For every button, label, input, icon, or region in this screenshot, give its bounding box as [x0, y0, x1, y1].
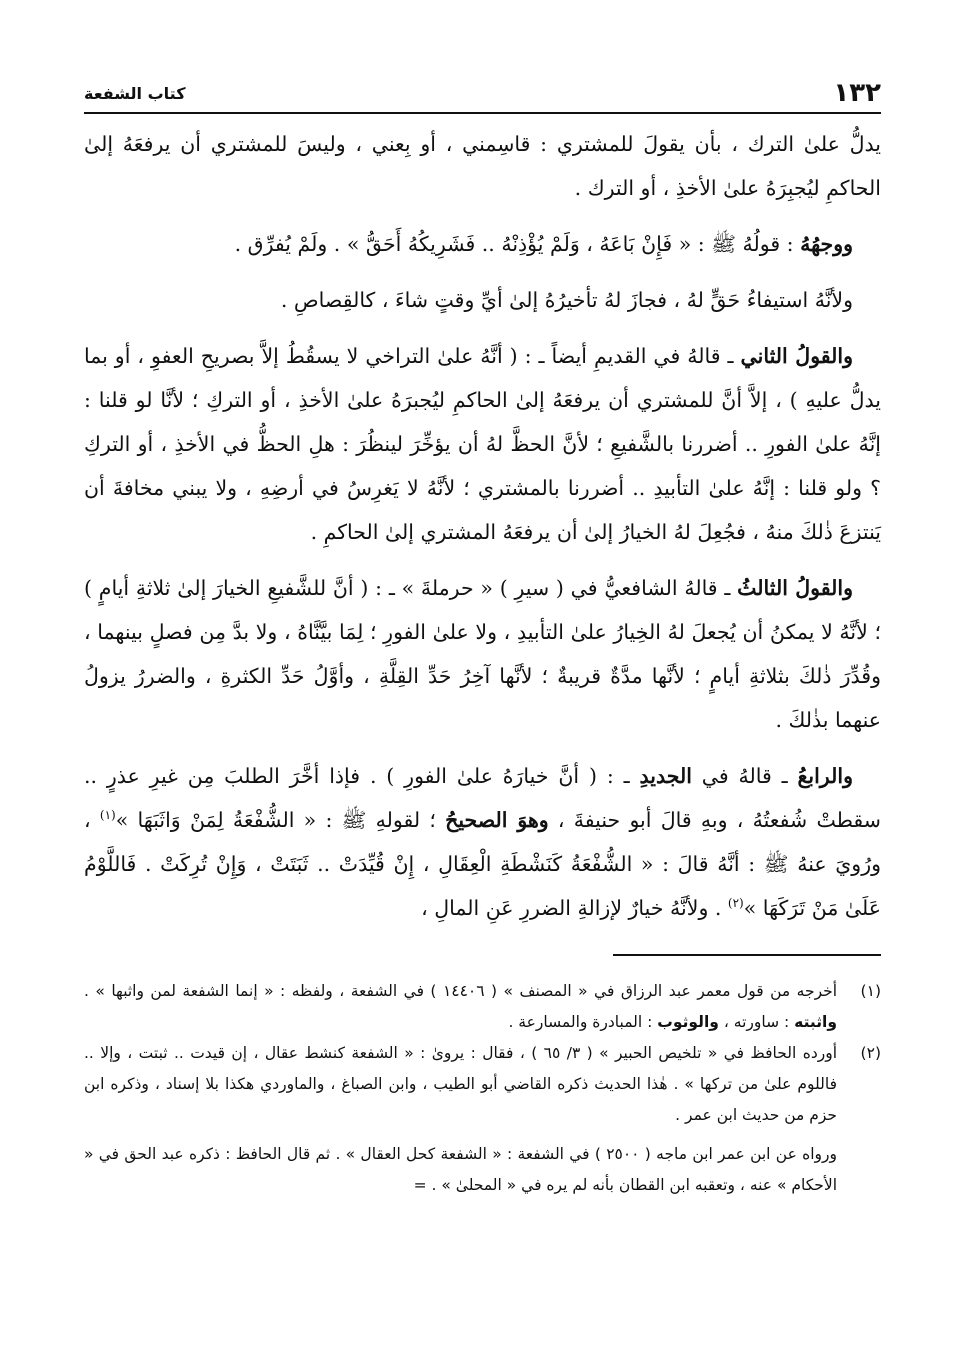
page-header: [84, 78, 881, 114]
footnote-number: (١): [860, 982, 881, 1000]
paragraph: [84, 754, 881, 930]
paragraph-lead: والقولُ الثالثُ: [737, 576, 853, 600]
paragraph: [84, 278, 881, 322]
footnote-ref[interactable]: (١): [99, 808, 116, 823]
footnote-term: واثبته: [794, 1013, 837, 1031]
footnote-divider: [613, 954, 881, 956]
footnote-text-part: : المبادرة والمسارعة .: [508, 1013, 653, 1031]
footnote-term: والوثوب: [657, 1013, 719, 1031]
paragraph-text: : قولُهُ ﷺ : « فَإِنْ بَاعَهُ ، وَلَمْ يُؤْذِنْهُ .. فَشَرِيكُهُ أَحَقُّ » . ولَمْ يُفرِّق .: [234, 232, 794, 256]
footnote-ref[interactable]: (٢): [727, 896, 744, 911]
paragraph: [84, 566, 881, 742]
footnote-text-part: : ساورته ،: [723, 1013, 790, 1031]
paragraph-text: ولأنَّهُ استيفاءُ حَقٍّ لهُ ، فجازَ لهُ تأخيرُهُ إلىٰ أيِّ وقتٍ شاءَ ، كالقِصاصِ .: [280, 288, 853, 312]
footnote: [84, 976, 881, 1038]
main-text: [84, 122, 881, 930]
page-number: ١٣٢: [833, 78, 881, 108]
paragraph-emphasis: وهوَ الصحيحُ: [445, 808, 549, 832]
paragraph-text: ـ قالهُ في القديمِ أيضاً ـ : ( أنَّهُ علىٰ التراخي لا يسقُطُ إلاَّ بصريحِ العفوِ ، أو بما يدلُّ عليهِ ) ، إلاَّ أنَّ للمشتري أن يرفعَهُ إلىٰ الحاكمِ ليُجبرَهُ علىٰ الأخذِ ، أو التركِ ؛ لأنَّا لو قلنا : إنَّهُ علىٰ الفورِ .. أضررنا بالشَّفيعِ ؛ لأنَّ الحظَّ لهُ أن يؤخِّرَ لينظُرَ : هلِ الحظُّ في الأخذِ ، أو التركِ ؟ ولو قلنا : إنَّهُ علىٰ التأبيدِ .. أضررنا بالمشتري ؛ لأنَّهُ لا يَغرِسُ في أرضِهِ ، ولا يبني مخافةَ أن يَنتزعَ ذٰلكَ منهُ ، فجُعِلَ لهُ الخيارُ إلىٰ أن يرفعَهُ المشتري إلىٰ الحاكمِ .: [84, 344, 881, 544]
footnote-continuation: ورواه عن ابن عمر ابن ماجه ( ٢٥٠٠ ) في الشفعة : « الشفعة كحل العقال » . ثم قال الحافظ : ذكره عبد الحق في « الأحكام » عنه ، وتعقبه ابن القطان بأنه لم يره في « المحلىٰ » . =: [84, 1145, 837, 1194]
paragraph: [84, 334, 881, 554]
paragraph-text: ـ قالهُ الشافعيُّ في ( سيرِ ) « حرملةَ » ـ : ( أنَّ للشَّفيعِ الخيارَ إلىٰ ثلاثةِ أيامٍ ) ؛ لأنَّهُ لا يمكنُ أن يُجعلَ لهُ الخِيارُ علىٰ التأبيدِ ، ولا علىٰ الفورِ ؛ لِمَا بيَّنَّاهُ ، ولا بدَّ مِن فصلٍ بينهما ، وقُدِّرَ ذٰلكَ بثلاثةِ أيامٍ ؛ لأنَّها مدَّةٌ قريبةٌ ؛ لأنَّها آخِرُ حَدِّ القِلَّةِ ، وأوَّلُ حَدِّ الكثرةِ ، والضررُ يزولُ عنهما بذٰلكَ .: [84, 576, 881, 732]
paragraph-lead: والقولُ الثاني: [740, 344, 854, 368]
paragraph: [84, 222, 881, 266]
paragraph-text: ، ورُويَ عنهُ ﷺ : أنَّهُ قالَ : « الشُّفْعَةُ كَنَشْطَةِ الْعِقَالِ ، إِنْ قُيِّدَتْ .. ثَبَتَتْ ، وَإِنْ تُرِكَتْ . فَاللَّوْمُ عَلَىٰ مَنْ تَرَكَهَا »: [84, 808, 881, 920]
paragraph-text: ـ : ( أنَّ خيارَهُ علىٰ الفورِ ) . فإذا أخَّرَ الطلبَ مِن غيرِ عذرٍ .. سقطتْ شُفعتُهُ ، وبهِ قالَ أبو حنيفةَ ،: [84, 764, 881, 832]
footnote: [84, 1038, 881, 1131]
paragraph-lead: ووجهُهُ: [800, 232, 853, 256]
paragraph-lead: والرابعُ: [797, 764, 853, 788]
footnote-text-part: أخرجه من قول معمر عبد الرزاق في « المصنف » ( ١٤٤٠٦ ) في الشفعة ، ولفظه : « إنما الشفعة لمن واثبها » .: [84, 982, 838, 1000]
footnote-number: (٢): [860, 1044, 881, 1062]
footnotes: [84, 976, 881, 1201]
book-page: [84, 78, 881, 1201]
paragraph-text: . ولأنَّهُ خيارٌ لإزالةِ الضررِ عَنِ المالِ ،: [421, 896, 722, 920]
footnote-text: أورده الحافظ في « تلخيص الحبير » ( ٣/ ٦٥ ) ، فقال : يروىٰ : « الشفعة كنشط عقال ، إن قيدت .. ثبتت ، وإلا .. فاللوم علىٰ من تركها » . هٰذا الحديث ذكره القاضي أبو الطيب ، وابن الصباغ ، والماوردي هكذا بلا إسناد ، وذكره ابن حزم من حديث ابن عمر .: [84, 1044, 838, 1124]
paragraph-emphasis: الجديدِ: [639, 764, 692, 788]
footnote-text: [84, 976, 837, 1038]
paragraph: [84, 122, 881, 210]
paragraph-text: ؛ لقولهِ ﷺ : « الشُّفْعَةُ لِمَنْ وَاثَبَهَا »: [115, 808, 436, 832]
running-title: كتاب الشفعة: [84, 84, 186, 103]
paragraph-text: يدلُّ علىٰ الترك ، بأن يقولَ للمشتري : قاسِمني ، أو بِعني ، وليسَ للمشتري أن يرفعَهُ إلىٰ الحاكمِ ليُجبِرَهُ علىٰ الأخذِ ، أو الترك .: [84, 132, 881, 200]
paragraph-text: ـ قالهُ في: [701, 764, 788, 788]
